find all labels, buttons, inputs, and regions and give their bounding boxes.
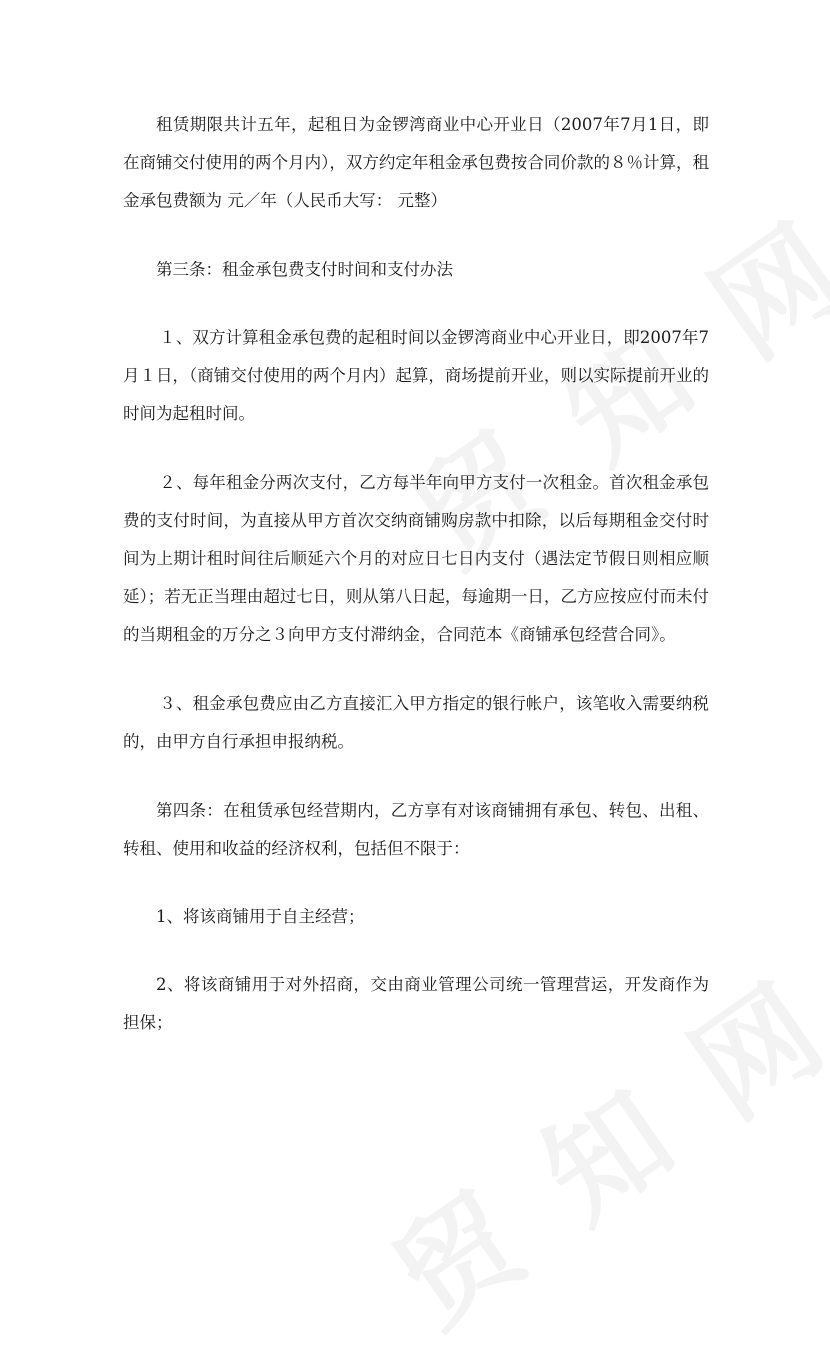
- article-3-item-3: ３、租金承包费应由乙方直接汇入甲方指定的银行帐户，该笔收入需要纳税的，由甲方自行承担申报纳税。: [123, 694, 709, 751]
- article-3-item-2: ２、每年租金分两次支付，乙方每半年向甲方支付一次租金。首次租金承包费的支付时间，为直接从甲方首次交纳商铺购房款中扣除，以后每期租金交付时间为上期计租时间往后顺延六个月的对应日七日内支付（遇法定节假日则相应顺延）；若无正当理由超过七日，则从第八日起，每逾期一日，乙方应按应付而未付的当期租金的万分之３向甲方支付滞纳金，合同范本《商铺承包经营合同》。: [123, 473, 709, 644]
- article-4-item-1: 1、将该商铺用于自主经营；: [156, 907, 365, 926]
- article-3-heading: 第三条：租金承包费支付时间和支付办法: [156, 260, 453, 279]
- article-4-item-2: 2、将该商铺用于对外招商，交由商业管理公司统一管理营运，开发商作为担保；: [123, 975, 709, 1032]
- document-body: [123, 106, 709, 1042]
- article-3-item-1: １、双方计算租金承包费的起租时间以金锣湾商业中心开业日，即2007年7月１日，（商铺交付使用的两个月内）起算，商场提前开业，则以实际提前开业的时间为起租时间。: [123, 328, 709, 423]
- paragraph-rent-term: 租赁期限共计五年，起租日为金锣湾商业中心开业日（2007年7月1日，即在商铺交付使用的两个月内），双方约定年租金承包费按合同价款的８％计算，租金承包费额为 元／年（人民币大写： 元整）: [123, 115, 709, 210]
- article-4-heading: 第四条：在租赁承包经营期内，乙方享有对该商铺拥有承包、转包、出租、转租、使用和收益的经济权利，包括但不限于：: [123, 801, 709, 858]
